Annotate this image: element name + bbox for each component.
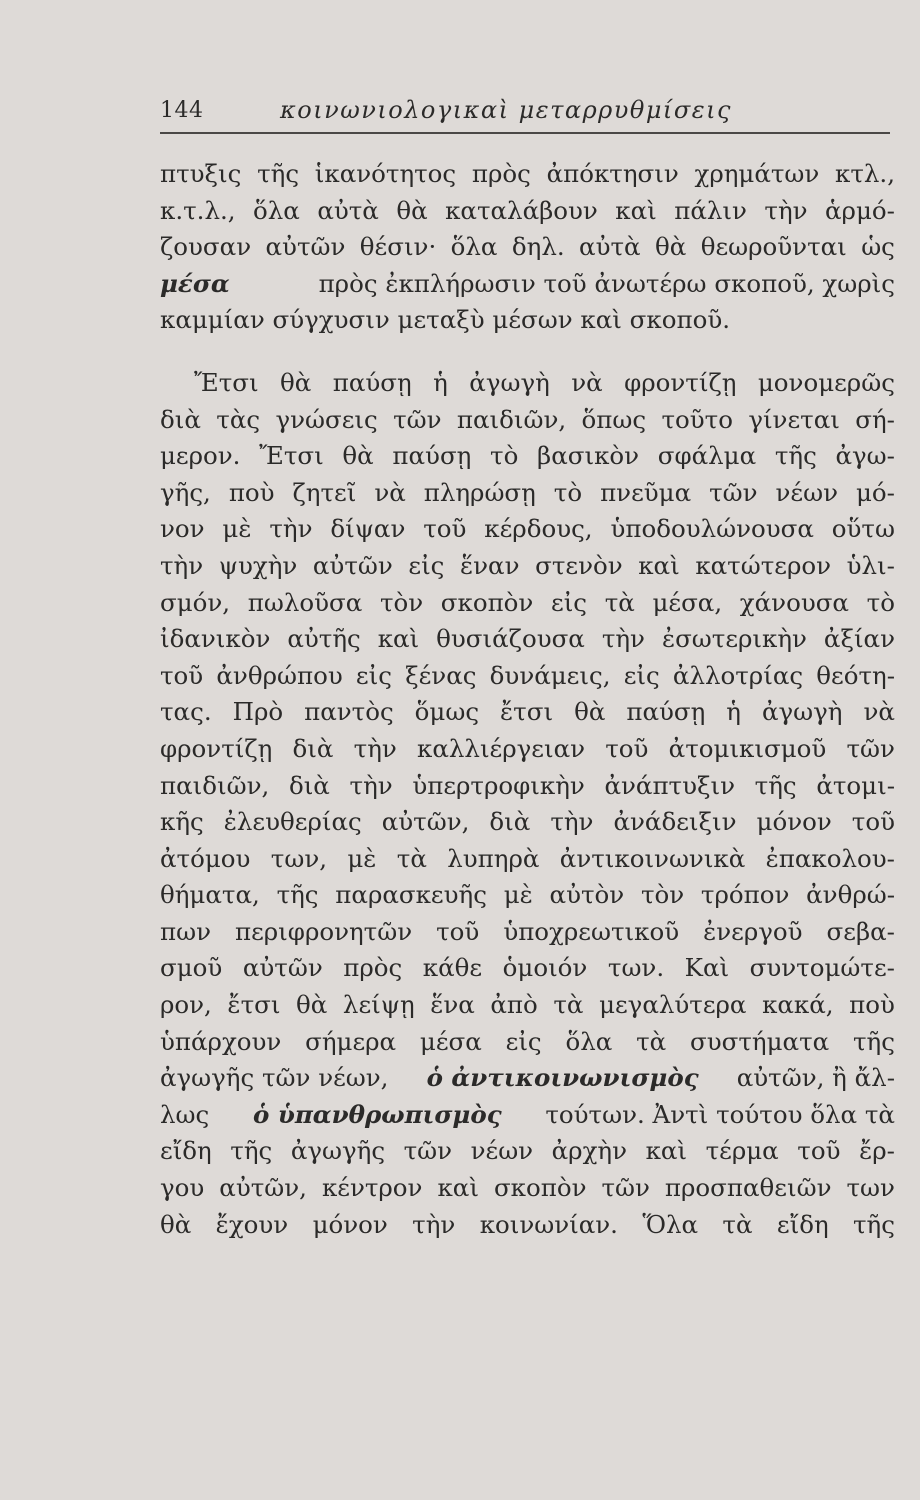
emphasis-antikoinonismos: ὁ ἀντικοινωνισμὸς [426, 1063, 699, 1093]
text-line: μερον. Ἔτσι θὰ παύσῃ τὸ βασικὸν σφάλμα τῆς ἀγω- [160, 441, 895, 471]
text-line: τὴν ψυχὴν αὐτῶν εἰς ἕναν στενὸν καὶ κατώτερον ὑλι- [160, 550, 895, 580]
text-line-start: ἀγωγῆς τῶν νέων, [160, 1063, 389, 1093]
text-line: ὑπάρχουν σήμερα μέσα εἰς ὅλα τὰ συστήματα τῆς [160, 1026, 895, 1056]
paragraph-start-line: Ἔτσι θὰ παύσῃ ἡ ἀγωγὴ νὰ φροντίζῃ μονομερῶς [194, 367, 895, 397]
text-line: ζουσαν αὐτῶν θέσιν· ὅλα δηλ. αὐτὰ θὰ θεωροῦνται ὡς [160, 232, 895, 262]
text-line: θὰ ἔχουν μόνον τὴν κοινωνίαν. Ὅλα τὰ εἴδη τῆς [160, 1209, 895, 1239]
text-line: παιδιῶν, διὰ τὴν ὑπερτροφικὴν ἀνάπτυξιν τῆς ἀτομι- [160, 770, 895, 800]
text-line: θήματα, τῆς παρασκευῆς μὲ αὐτὸν τὸν τρόπον ἀνθρώ- [160, 880, 895, 910]
text-line: ἰδανικὸν αὐτῆς καὶ θυσιάζουσα τὴν ἐσωτερικὴν ἀξίαν [160, 624, 895, 654]
text-line: τας. Πρὸ παντὸς ὅμως ἔτσι θὰ παύσῃ ἡ ἀγωγὴ νὰ [160, 697, 895, 727]
text-line: φροντίζῃ διὰ τὴν καλλιέργειαν τοῦ ἀτομικισμοῦ τῶν [160, 733, 895, 763]
text-line: κῆς ἐλευθερίας αὐτῶν, διὰ τὴν ἀνάδειξιν μόνον τοῦ [160, 807, 895, 837]
text-line-start: λως [160, 1099, 210, 1129]
text-line: σμόν, πωλοῦσα τὸν σκοπὸν εἰς τὰ μέσα, χάνουσα τὸ [160, 587, 895, 617]
text-line-rest: πρὸς ἐκπλήρωσιν τοῦ ἀνωτέρω σκοποῦ, χωρὶς [318, 268, 895, 298]
text-line: διὰ τὰς γνώσεις τῶν παιδιῶν, ὅπως τοῦτο γίνεται σή- [160, 404, 895, 434]
text-line: πτυξις τῆς ἱκανότητος πρὸς ἀπόκτησιν χρημάτων κτλ., [160, 159, 895, 188]
text-line: τοῦ ἀνθρώπου εἰς ξένας δυνάμεις, εἰς ἀλλοτρίας θεότη- [160, 660, 895, 690]
running-header [160, 96, 890, 134]
text-line: γῆς, ποὺ ζητεῖ νὰ πληρώσῃ τὸ πνεῦμα τῶν νέων μό- [160, 477, 895, 507]
text-line [160, 1097, 895, 1134]
text-line-end: τούτων. Ἀντὶ τούτου ὅλα τὰ [545, 1099, 895, 1129]
emphasis-mesa: μέσα [160, 268, 230, 298]
page-number: 144 [160, 98, 204, 123]
emphasis-ypanthropismos: ὁ ὑπανθρωπισμὸς [252, 1099, 502, 1129]
text-line-end: αὐτῶν, ἢ ἄλ- [736, 1063, 895, 1093]
text-line: νον μὲ τὴν δίψαν τοῦ κέρδους, ὑποδουλώνουσα οὕτω [160, 514, 895, 544]
text-line [160, 266, 895, 303]
text-line: σμοῦ αὐτῶν πρὸς κάθε ὁμοιόν των. Καὶ συντομώτε- [160, 953, 895, 983]
text-line: ρον, ἔτσι θὰ λείψῃ ἕνα ἀπὸ τὰ μεγαλύτερα κακά, ποὺ [160, 990, 895, 1020]
text-line: καμμίαν σύγχυσιν μεταξὺ μέσων καὶ σκοποῦ. [160, 305, 731, 335]
text-line: γου αὐτῶν, κέντρον καὶ σκοπὸν τῶν προσπαθειῶν των [160, 1173, 895, 1203]
text-line: κ.τ.λ., ὅλα αὐτὰ θὰ καταλάβουν καὶ πάλιν τὴν ἁρμό- [160, 195, 895, 225]
text-line: εἴδη τῆς ἀγωγῆς τῶν νέων ἀρχὴν καὶ τέρμα τοῦ ἔρ- [160, 1136, 895, 1166]
text-line [160, 1060, 895, 1097]
body-text [160, 156, 895, 1243]
running-title: κοινωνιολογικαὶ μεταρρυθμίσεις [280, 96, 732, 124]
text-line: πων περιφρονητῶν τοῦ ὑποχρεωτικοῦ ἐνεργοῦ σεβα- [160, 916, 895, 946]
text-line: ἀτόμου των, μὲ τὰ λυπηρὰ ἀντικοινωνικὰ ἐπακολου- [160, 843, 895, 873]
